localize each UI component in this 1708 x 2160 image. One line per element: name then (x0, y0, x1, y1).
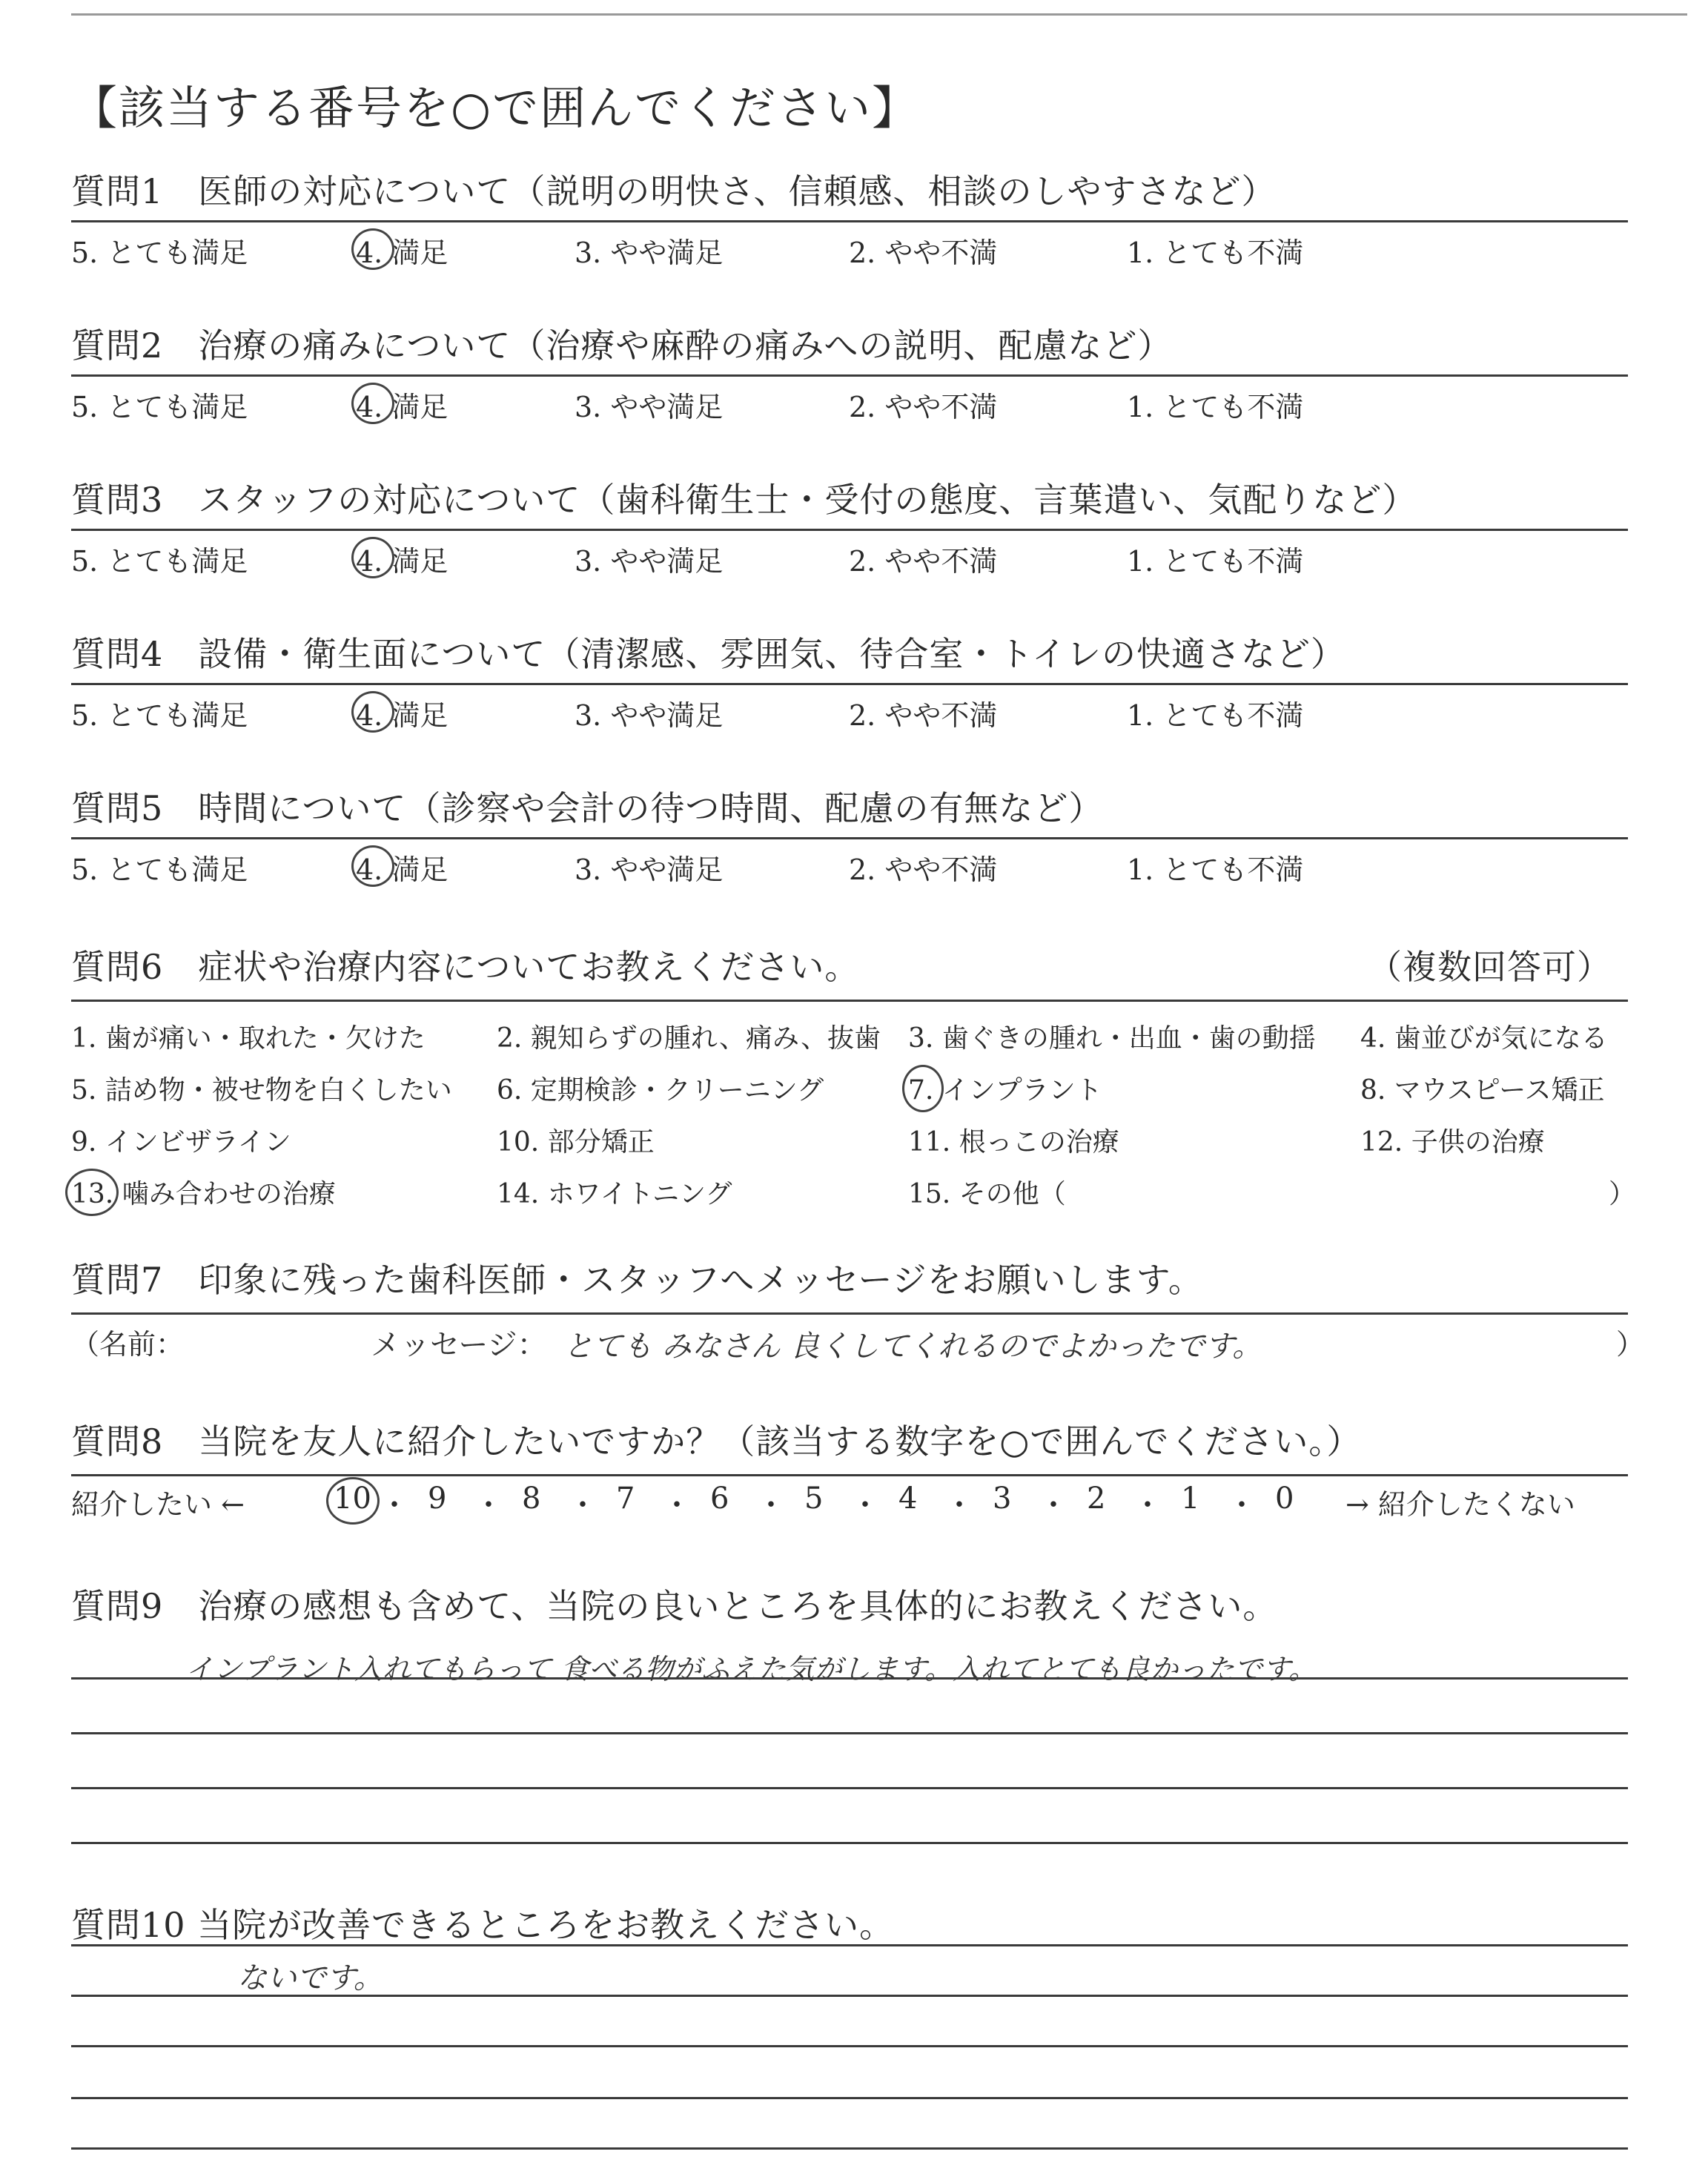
rating-option[interactable]: 4. 満足 (356, 545, 448, 578)
other-close-paren: ） (1609, 1179, 1636, 1209)
rating-option[interactable]: 1. とても不満 (1127, 237, 1304, 269)
answer-line (71, 2147, 1628, 2150)
question-6: 質問6 症状や治療内容についてお教えください。 (71, 947, 860, 987)
answer-line (71, 2045, 1628, 2047)
symptom-option[interactable]: 2. 親知らずの腫れ、痛み、抜歯 (497, 1023, 881, 1054)
scale-value[interactable]: 2 (1087, 1482, 1106, 1516)
rating-option[interactable]: 5. とても満足 (71, 545, 248, 578)
question-rule (71, 837, 1628, 839)
scale-separator: ・ (1039, 1488, 1068, 1522)
scale-separator: ・ (662, 1488, 692, 1522)
rating-option[interactable]: 3. やや満足 (575, 699, 724, 732)
scale-value[interactable]: 0 (1275, 1482, 1294, 1516)
rating-option[interactable]: 3. やや満足 (575, 391, 724, 423)
scale-value[interactable]: 4 (898, 1482, 918, 1516)
symptom-option[interactable]: 13. 噛み合わせの治療 (71, 1179, 336, 1209)
improvement-answer: ないです。 (237, 1961, 383, 1995)
symptom-option[interactable]: 12. 子供の治療 (1360, 1127, 1545, 1157)
symptom-option[interactable]: 15. その他（ (908, 1179, 1066, 1209)
message-close-paren: ） (1616, 1328, 1645, 1361)
symptom-option[interactable]: 11. 根っこの治療 (908, 1127, 1119, 1157)
symptom-option[interactable]: 4. 歯並びが気になる (1360, 1023, 1608, 1054)
question-10: 質問10 当院が改善できるところをお教えください。 (71, 1905, 895, 1945)
question-3: 質問3 スタッフの対応について（歯科衛生士・受付の態度、言葉遣い、気配りなど） (71, 480, 1417, 520)
symptom-option[interactable]: 7. インプラント (908, 1075, 1102, 1106)
rating-option[interactable]: 2. やや不満 (849, 699, 998, 732)
answer-line (71, 1787, 1628, 1789)
question-9: 質問9 治療の感想も含めて、当院の良いところを具体的にお教えください。 (71, 1586, 1278, 1626)
question-rule (71, 374, 1628, 377)
selection-circle (65, 1169, 119, 1216)
message-label: メッセージ： (371, 1328, 547, 1362)
rating-option[interactable]: 4. 満足 (356, 853, 448, 886)
answer-line (71, 2097, 1628, 2099)
question-rule (71, 683, 1628, 685)
symptom-option[interactable]: 10. 部分矯正 (497, 1127, 655, 1157)
rating-option[interactable]: 2. やや不満 (849, 391, 998, 423)
answer-line (71, 1995, 1628, 1997)
rating-option[interactable]: 4. 満足 (356, 391, 448, 423)
selection-circle (902, 1065, 944, 1112)
good-points-answer: インプラント入れてもらって 食べる物がふえた気がします。入れてとても良かったです。 (185, 1653, 1317, 1685)
selection-circle (351, 537, 394, 578)
symptom-option[interactable]: 14. ホワイトニング (497, 1179, 732, 1209)
scale-separator: ・ (1227, 1488, 1257, 1522)
scale-value[interactable]: 8 (522, 1482, 541, 1516)
selection-circle (351, 228, 394, 270)
question-rule (71, 220, 1628, 222)
rating-option[interactable]: 3. やや満足 (575, 853, 724, 886)
answer-line (71, 1732, 1628, 1734)
question-2: 質問2 治療の痛みについて（治療や麻酔の痛みへの説明、配慮など） (71, 326, 1173, 366)
scale-separator: ・ (474, 1488, 503, 1522)
scale-value[interactable]: 1 (1181, 1482, 1200, 1516)
question-8: 質問8 当院を友人に紹介したいですか？（該当する数字を○で囲んでください。） (71, 1421, 1362, 1462)
symptom-option[interactable]: 8. マウスピース矯正 (1360, 1075, 1605, 1106)
symptom-option[interactable]: 1. 歯が痛い・取れた・欠けた (71, 1023, 426, 1054)
question-7: 質問7 印象に残った歯科医師・スタッフへメッセージをお願いします。 (71, 1260, 1203, 1300)
top-border (71, 13, 1687, 16)
scale-separator: ・ (1133, 1488, 1162, 1522)
question-8-rule (71, 1474, 1628, 1476)
rating-option[interactable]: 2. やや不満 (849, 853, 998, 886)
question-6-rule (71, 1000, 1628, 1002)
rating-option[interactable]: 1. とても不満 (1127, 545, 1304, 578)
rating-option[interactable]: 5. とても満足 (71, 699, 248, 732)
question-5: 質問5 時間について（診察や会計の待つ時間、配慮の有無など） (71, 788, 1104, 828)
question-rule (71, 529, 1628, 531)
question-7-rule (71, 1312, 1628, 1315)
rating-option[interactable]: 3. やや満足 (575, 237, 724, 269)
message-handwritten: とても みなさん 良くしてくれるのでよかったです。 (563, 1330, 1262, 1364)
rating-option[interactable]: 3. やや満足 (575, 545, 724, 578)
rating-option[interactable]: 5. とても満足 (71, 853, 248, 886)
answer-line (71, 1944, 1628, 1946)
recommend-left-label: 紹介したい ← (71, 1488, 245, 1521)
name-label: （名前： (71, 1328, 185, 1361)
rating-option[interactable]: 2. やや不満 (849, 545, 998, 578)
rating-option[interactable]: 4. 満足 (356, 237, 448, 269)
multiple-answers-note: （複数回答可） (1368, 947, 1612, 987)
scale-separator: ・ (944, 1488, 974, 1522)
answer-line (71, 1677, 1628, 1680)
rating-option[interactable]: 1. とても不満 (1127, 391, 1304, 423)
selection-circle (351, 383, 394, 424)
rating-option[interactable]: 1. とても不満 (1127, 699, 1304, 732)
selection-circle (351, 691, 394, 733)
question-1: 質問1 医師の対応について（説明の明快さ、信頼感、相談のしやすさなど） (71, 171, 1277, 211)
scale-value[interactable]: 10 (334, 1482, 371, 1516)
scale-separator: ・ (380, 1488, 409, 1522)
symptom-option[interactable]: 5. 詰め物・被せ物を白くしたい (71, 1075, 452, 1106)
recommend-right-label: → 紹介したくない (1345, 1488, 1575, 1521)
symptom-option[interactable]: 3. 歯ぐきの腫れ・出血・歯の動揺 (908, 1023, 1316, 1054)
rating-option[interactable]: 1. とても不満 (1127, 853, 1304, 886)
selection-circle (326, 1477, 380, 1525)
rating-option[interactable]: 5. とても満足 (71, 237, 248, 269)
scale-value[interactable]: 7 (616, 1482, 635, 1516)
symptom-option[interactable]: 9. インビザライン (71, 1127, 291, 1157)
scale-value[interactable]: 5 (804, 1482, 824, 1516)
scale-separator: ・ (850, 1488, 880, 1522)
answer-line (71, 1842, 1628, 1844)
rating-option[interactable]: 4. 満足 (356, 699, 448, 732)
scale-value[interactable]: 9 (428, 1482, 447, 1516)
scale-separator: ・ (756, 1488, 786, 1522)
scale-separator: ・ (568, 1488, 598, 1522)
selection-circle (351, 845, 394, 887)
scale-value[interactable]: 3 (993, 1482, 1012, 1516)
rating-option[interactable]: 5. とても満足 (71, 391, 248, 423)
symptom-option[interactable]: 6. 定期検診・クリーニング (497, 1075, 824, 1106)
scale-value[interactable]: 6 (710, 1482, 729, 1516)
rating-option[interactable]: 2. やや不満 (849, 237, 998, 269)
page-title: 【該当する番号を○で囲んでください】 (71, 81, 920, 135)
question-4: 質問4 設備・衛生面について（清潔感、雰囲気、待合室・トイレの快適さなど） (71, 634, 1346, 674)
